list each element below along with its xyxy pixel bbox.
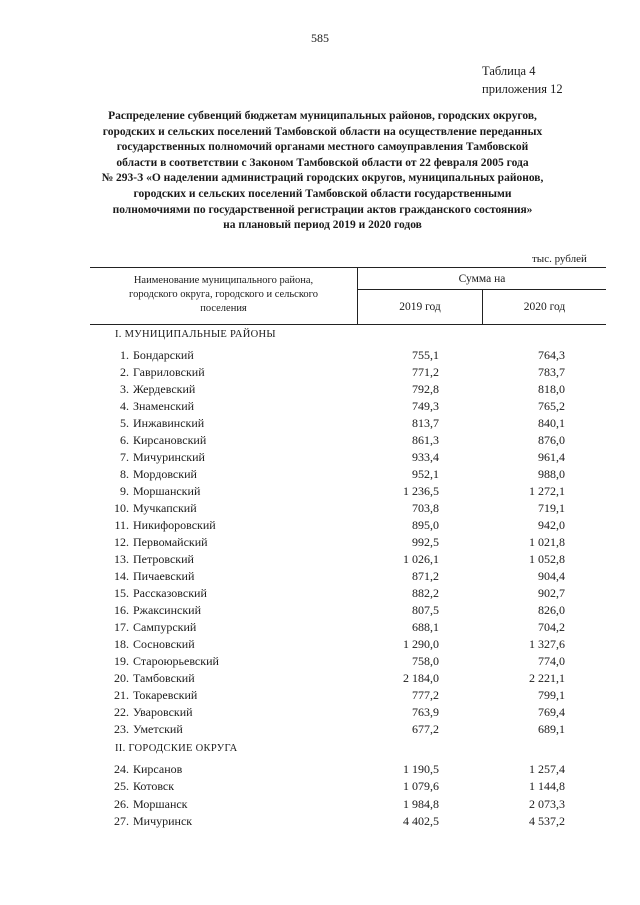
table-row [0,399,640,416]
value-2020: 826,0 [538,603,565,617]
row-number: 27. [114,813,129,828]
value-2019: 792,8 [412,382,439,396]
units-label: тыс. рублей [532,253,587,265]
value-2019: 1 984,8 [403,796,439,811]
row-name: Котовск [133,779,175,794]
title-line: полномочиями по государственной регистрации актов гражданского состояния» [112,203,533,216]
value-2020: 961,4 [538,450,565,464]
value-2019: 758,0 [412,654,439,668]
value-2020: 764,3 [538,348,565,362]
title-line: на плановый период 2019 и 2020 годов [223,219,422,232]
table-row [0,518,640,535]
table-reference-line: приложения 12 [482,82,563,96]
row-number: 9. [120,484,129,498]
header-sum-label: Сумма на [458,273,506,285]
value-2019: 807,5 [412,603,439,617]
table-row [0,484,640,501]
title-line: государственных полномочий органами местного самоуправления Тамбовской [116,141,529,154]
value-2020: 840,1 [538,416,565,430]
table-row [0,569,640,586]
value-2020: 1 327,6 [529,637,565,651]
row-number: 19. [114,654,129,668]
row-number: 10. [114,501,129,515]
value-2019: 688,1 [412,620,439,634]
table-row [0,705,640,722]
row-name: Тамбовский [133,671,195,685]
title-line: городских и сельских поселений Тамбовской области на осуществление переданных [102,125,543,138]
value-2019: 813,7 [412,416,439,430]
table-row [0,450,640,467]
row-number: 26. [114,796,129,811]
value-2019: 1 190,5 [403,762,439,776]
row-number: 20. [114,671,129,685]
header-top-rule [90,267,606,268]
row-name: Уметский [133,722,183,736]
row-number: 11. [114,518,129,532]
value-2019: 771,2 [412,365,439,379]
row-number: 6. [120,433,129,447]
title-line: Распределение субвенций бюджетам муниципальных районов, городских округов, [108,110,537,122]
section-title: II. ГОРОДСКИЕ ОКРУГА [115,743,238,754]
table-row [0,433,640,450]
row-number: 3. [120,382,129,396]
table-row [0,654,640,671]
value-2020: 2 073,3 [529,796,565,811]
value-2019: 895,0 [412,518,439,532]
table-row [0,603,640,620]
value-2019: 677,2 [412,722,439,736]
header-year-2019: 2019 год [399,301,441,313]
value-2019: 2 184,0 [403,671,439,685]
row-name: Пичаевский [133,569,195,583]
row-name: Никифоровский [133,518,216,532]
row-number: 8. [120,467,129,481]
value-2019: 755,1 [412,348,439,362]
row-name: Сосновский [133,637,195,651]
row-name: Мучкапский [133,501,197,515]
value-2020: 689,1 [538,722,565,736]
section-title: I. МУНИЦИПАЛЬНЫЕ РАЙОНЫ [115,329,276,340]
value-2020: 942,0 [538,518,565,532]
table-row [0,365,640,382]
value-2019: 952,1 [412,467,439,481]
value-2020: 988,0 [538,467,565,481]
table-row [0,637,640,654]
value-2019: 1 290,0 [403,637,439,651]
document-title [60,109,585,234]
value-2020: 719,1 [538,501,565,515]
row-name: Кирсановский [133,433,207,447]
row-number: 5. [120,416,129,430]
value-2020: 876,0 [538,433,565,447]
value-2020: 769,4 [538,705,565,719]
page-number: 585 [311,31,329,45]
row-name: Мичуринск [133,813,193,828]
table-reference [482,62,563,98]
row-number: 7. [120,450,129,464]
row-number: 4. [120,399,129,413]
row-number: 1. [120,348,129,362]
row-name: Знаменский [133,399,195,413]
header-name-line: городского округа, городского и сельского [129,289,318,300]
row-name: Инжавинский [133,416,205,430]
row-name: Сампурский [133,620,197,634]
value-2019: 1 236,5 [403,484,439,498]
value-2020: 783,7 [538,365,565,379]
table-row [0,722,640,739]
value-2020: 1 144,8 [529,779,565,794]
row-name: Петровский [133,552,194,566]
value-2020: 1 052,8 [529,552,565,566]
value-2019: 4 402,5 [403,813,439,828]
row-name: Кирсанов [133,762,183,776]
value-2020: 1 257,4 [529,762,565,776]
value-2020: 765,2 [538,399,565,413]
row-number: 23. [114,722,129,736]
row-number: 13. [114,552,129,566]
table-row [0,552,640,569]
value-2019: 763,9 [412,705,439,719]
value-2020: 799,1 [538,688,565,702]
row-name: Ржаксинский [133,603,201,617]
row-name: Староюрьевский [133,654,219,668]
row-name: Гавриловский [133,365,205,379]
value-2019: 777,2 [412,688,439,702]
row-name: Жердевский [133,382,196,396]
row-number: 21. [114,688,129,702]
value-2019: 749,3 [412,399,439,413]
value-2020: 902,7 [538,586,565,600]
row-name: Моршанск [133,796,188,811]
value-2019: 861,3 [412,433,439,447]
table-row [0,814,640,831]
table-row [0,779,640,796]
table-row [0,501,640,518]
value-2020: 1 021,8 [529,535,565,549]
table-row [0,688,640,705]
value-2020: 774,0 [538,654,565,668]
value-2020: 1 272,1 [529,484,565,498]
row-name: Мордовский [133,467,197,481]
table-row [0,467,640,484]
table-row [0,671,640,688]
value-2020: 704,2 [538,620,565,634]
row-name: Моршанский [133,484,201,498]
title-line: области в соответствии с Законом Тамбовской области от 22 февраля 2005 года [116,156,529,169]
table-row [0,762,640,779]
row-name: Токаревский [133,688,198,702]
row-number: 12. [114,535,129,549]
table-reference-line: Таблица 4 [482,64,536,78]
header-year-2020: 2020 год [523,301,566,313]
row-name: Бондарский [133,348,194,362]
value-2020: 4 537,2 [529,813,565,828]
value-2020: 818,0 [538,382,565,396]
value-2020: 904,4 [538,569,565,583]
value-2019: 703,8 [412,501,439,515]
row-number: 16. [114,603,129,617]
row-name: Уваровский [133,705,193,719]
row-name: Первомайский [133,535,208,549]
row-number: 14. [114,569,129,583]
table-row [0,535,640,552]
row-number: 17. [114,620,129,634]
value-2020: 2 221,1 [529,671,565,685]
title-line: городских и сельских поселений Тамбовской области государственными [133,187,512,200]
table-row [0,797,640,814]
table-row [0,382,640,399]
row-number: 18. [114,637,129,651]
row-number: 24. [114,762,129,776]
row-number: 2. [120,365,129,379]
table-row [0,586,640,603]
table-row [0,416,640,433]
value-2019: 1 026,1 [403,552,439,566]
value-2019: 882,2 [412,586,439,600]
row-number: 22. [114,705,129,719]
value-2019: 1 079,6 [403,779,439,794]
header-name-line: Наименование муниципального района, [133,275,314,286]
table-row [0,348,640,365]
value-2019: 933,4 [412,450,439,464]
header-bottom-rule [90,324,606,325]
title-line: № 293-З «О наделении администраций городских округов, муниципальных районов, [101,172,544,185]
row-number: 25. [114,779,129,794]
row-name: Рассказовский [133,586,207,600]
header-name-column [90,274,357,316]
table-row [0,620,640,637]
value-2019: 992,5 [412,535,439,549]
header-name-line: поселения [200,303,247,314]
value-2019: 871,2 [412,569,439,583]
row-name: Мичуринский [133,450,205,464]
row-number: 15. [114,586,129,600]
